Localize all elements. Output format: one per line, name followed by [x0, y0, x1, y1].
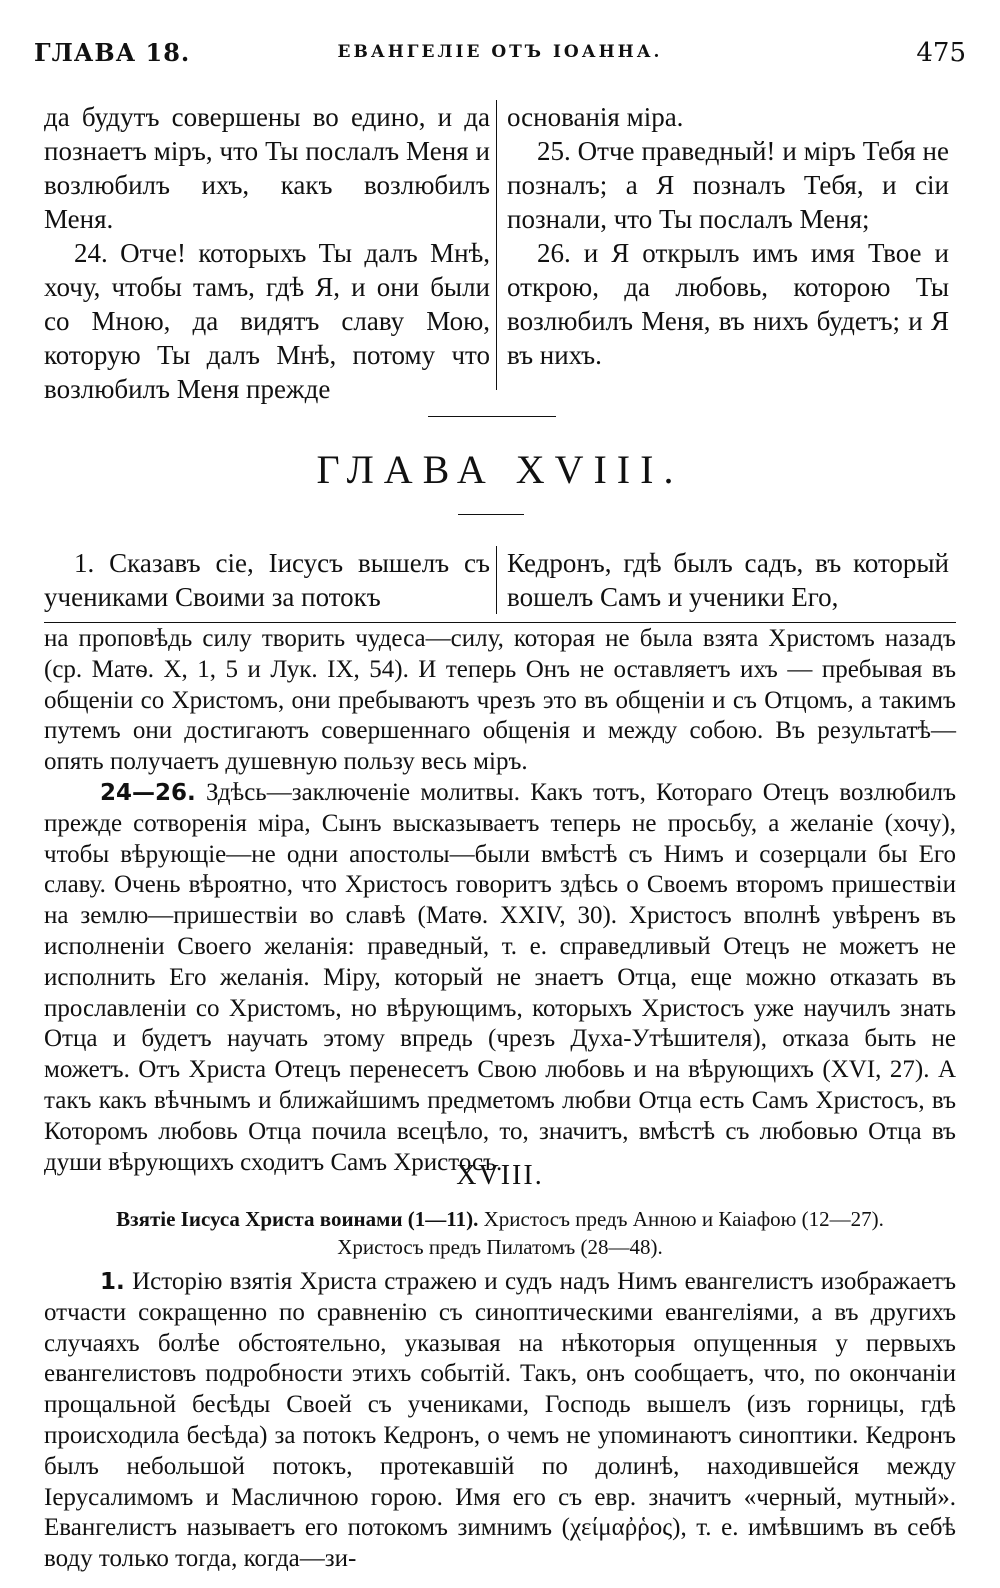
commentary-block — [44, 624, 956, 1178]
commentary-paragraph — [44, 778, 956, 1178]
commentary-text: Здѣсь—заключеніе молитвы. Какъ тотъ, Котораго Отецъ возлюбилъ прежде сотворенія міра, Сынъ высказываетъ теперь не просьбу, а желаніе (хочу), чтобы вѣрующіе—не одни апостолы—были вмѣстѣ съ Нимъ и созерцали бы Его славу. Очень вѣроятно, что Христосъ говоритъ здѣсь о Своемъ второмъ пришествіи на землю—пришествіи во славѣ (Матѳ. XXIV, 30). Христосъ вполнѣ увѣренъ въ исполненіи Своего желанія: праведный, т. е. справедливый Отецъ не можетъ не исполнить Его желанія. Міру, который не знаетъ Отца, еще можно отказать въ прославленіи со Христомъ, но вѣрующимъ, которыхъ Христосъ уже научилъ знать Отца и будетъ научать этому впредь (чрезъ Духа-Утѣшителя), отказа быть не можетъ. Отъ Христа Отецъ перенесетъ Свою любовь и на вѣрующихъ (XVI, 27). А такъ какъ вѣчнымъ и ближайшимъ предметомъ любви Отца есть Самъ Христосъ, въ Которомъ любовь Отца почила всецѣло, то, значитъ, вмѣстѣ съ любовью Отца въ души вѣрующихъ сходитъ Самъ Христосъ. — [44, 778, 956, 1176]
scripture-verse: 26. и Я открылъ имъ имя Твое и открою, да любовь, которою Ты возлюбилъ Меня, въ нихъ будетъ; и Я въ нихъ. — [507, 238, 949, 370]
scripture-column-right — [497, 100, 949, 406]
section-number: XVIII. — [456, 1160, 544, 1191]
commentary-paragraph — [44, 1267, 956, 1575]
scripture-verse: 25. Отче праведный! и міръ Тебя не позналъ; а Я позналъ Тебя, и сіи познали, что Ты послалъ Меня; — [507, 136, 949, 234]
verse-reference: 1. — [100, 1269, 125, 1295]
section-summary — [44, 1205, 956, 1261]
scripture-verse: основанія міра. — [507, 102, 684, 132]
scripture-column-right — [497, 546, 949, 614]
summary-part: Взятіе Іисуса Христа воинами (1—11). — [116, 1207, 479, 1231]
summary-part: Христосъ предъ Пилатомъ (28—48). — [337, 1235, 663, 1259]
scripture-verse: 24. Отче! которыхъ Ты далъ Мнѣ, хочу, чтобы тамъ, гдѣ Я, и они были со Мною, да видятъ славу Мою, которую Ты далъ Мнѣ, потому что возлюбилъ Меня прежде — [44, 238, 490, 404]
summary-part: Христосъ предъ Анною и Каіафою (12—27). — [478, 1207, 884, 1231]
verse-reference: 24—26. — [100, 779, 196, 806]
scripture-verse: 1. Сказавъ сіе, Іисусъ вышелъ съ учениками Своими за потокъ — [44, 548, 490, 612]
commentary-block — [44, 1267, 956, 1575]
chapter-heading: ГЛАВА XVIII. — [316, 447, 684, 492]
section-rule — [458, 514, 524, 515]
scripture-text-chapter-18 — [44, 546, 956, 614]
scripture-verse: да будутъ совершены во едино, и да познаетъ міръ, что Ты послалъ Меня и возлюбилъ ихъ, какъ возлюбилъ Меня. — [44, 102, 490, 234]
scripture-text-chapter-17 — [44, 100, 956, 406]
section-rule — [428, 416, 556, 417]
running-head-chapter: ГЛАВА 18. — [34, 38, 191, 67]
running-head-book-title: ЕВАНГЕЛІЕ ОТЪ ІОАННА. — [337, 42, 663, 62]
commentary-paragraph: на проповѣдь силу творить чудеса—силу, которая не была взята Христомъ назадъ (ср. Матѳ. X, 1, 5 и Лук. IX, 54). И теперь Онъ не оставляетъ ихъ — пребывая въ общеніи со Христомъ, они пребываютъ чрезъ это въ общеніи и съ Отцомъ, а такимъ путемъ они достигаютъ совершеннаго общенія и между собою. Въ результатѣ—опять получаетъ душевную пользу весь міръ. — [44, 625, 956, 776]
text-commentary-separator — [44, 622, 956, 623]
scripture-column-left — [44, 100, 496, 406]
commentary-text: Исторію взятія Христа стражею и судъ надъ Нимъ евангелистъ изображаетъ отчасти сокращенно по сравненію съ синоптическими евангеліями, а въ другихъ случаяхъ болѣе обстоятельно, указывая на нѣкоторыя опущенныя у первыхъ евангелистовъ подробности этихъ событій. Такъ, онъ сообщаетъ, что, по окончаніи прощальной бесѣды Своей съ учениками, Господь вышелъ (изъ горницы, гдѣ происходила бесѣда) за потокъ Кедронъ, о чемъ не упоминаютъ синоптики. Кедронъ былъ небольшой потокъ, протекавшій по долинѣ, находившейся между Іерусалимомъ и Масличною горою. Имя его съ евр. значитъ «черный, мутный». Евангелистъ называетъ его потокомъ зимнимъ (χείμαῤῥος), т. е. имѣвшимъ въ себѣ воду только тогда, когда—зи- — [44, 1268, 956, 1573]
scripture-column-left — [44, 546, 496, 614]
page-number: 475 — [916, 38, 966, 68]
running-head — [34, 38, 966, 72]
scripture-verse: Кедронъ, гдѣ былъ садъ, въ который вошелъ Самъ и ученики Его, — [507, 548, 949, 612]
